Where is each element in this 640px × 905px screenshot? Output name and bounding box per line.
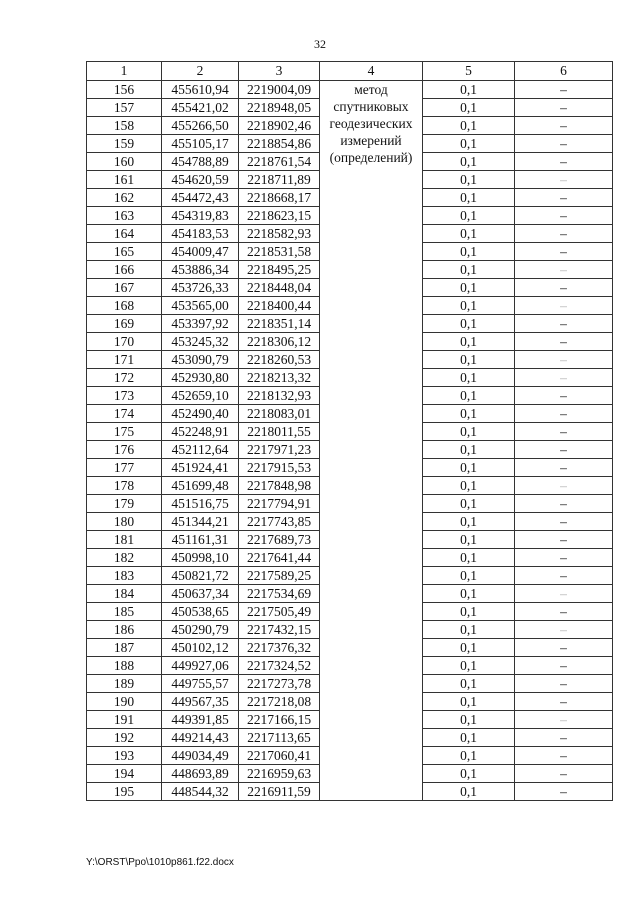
point-number-cell: 162 — [87, 189, 162, 207]
dash-mark: – — [560, 262, 567, 277]
dash-mark: – — [560, 388, 567, 403]
note-cell — [515, 549, 613, 567]
note-cell — [515, 189, 613, 207]
method-text-line: измерений — [340, 133, 402, 148]
point-number-cell: 170 — [87, 333, 162, 351]
point-number-cell: 172 — [87, 369, 162, 387]
accuracy-cell: 0,1 — [423, 495, 515, 513]
x-coordinate-cell: 452490,40 — [162, 405, 239, 423]
note-cell — [515, 405, 613, 423]
point-number-cell: 156 — [87, 81, 162, 99]
dash-mark: – — [560, 316, 567, 331]
accuracy-cell: 0,1 — [423, 225, 515, 243]
method-text-line: метод — [354, 82, 388, 97]
x-coordinate-cell: 449567,35 — [162, 693, 239, 711]
dash-mark: – — [560, 514, 567, 529]
accuracy-cell: 0,1 — [423, 513, 515, 531]
accuracy-cell: 0,1 — [423, 243, 515, 261]
note-cell — [515, 639, 613, 657]
point-number-cell: 175 — [87, 423, 162, 441]
y-coordinate-cell: 2217971,23 — [239, 441, 320, 459]
dash-mark: – — [560, 118, 567, 133]
x-coordinate-cell: 450290,79 — [162, 621, 239, 639]
accuracy-cell: 0,1 — [423, 711, 515, 729]
dash-mark: – — [560, 730, 567, 745]
coordinates-table — [86, 61, 613, 801]
point-number-cell: 173 — [87, 387, 162, 405]
note-cell — [515, 711, 613, 729]
x-coordinate-cell: 454472,43 — [162, 189, 239, 207]
dash-mark: – — [560, 190, 567, 205]
x-coordinate-cell: 455266,50 — [162, 117, 239, 135]
y-coordinate-cell: 2218761,54 — [239, 153, 320, 171]
point-number-cell: 163 — [87, 207, 162, 225]
dash-mark: – — [560, 784, 567, 799]
point-number-cell: 174 — [87, 405, 162, 423]
note-cell — [515, 477, 613, 495]
method-text-line: спутниковых — [333, 99, 409, 114]
accuracy-cell: 0,1 — [423, 387, 515, 405]
dash-mark: – — [560, 334, 567, 349]
point-number-cell: 171 — [87, 351, 162, 369]
y-coordinate-cell: 2217376,32 — [239, 639, 320, 657]
x-coordinate-cell: 450998,10 — [162, 549, 239, 567]
accuracy-cell: 0,1 — [423, 531, 515, 549]
point-number-cell: 192 — [87, 729, 162, 747]
y-coordinate-cell: 2217273,78 — [239, 675, 320, 693]
note-cell — [515, 585, 613, 603]
x-coordinate-cell: 449927,06 — [162, 657, 239, 675]
point-number-cell: 190 — [87, 693, 162, 711]
point-number-cell: 191 — [87, 711, 162, 729]
accuracy-cell: 0,1 — [423, 693, 515, 711]
y-coordinate-cell: 2217534,69 — [239, 585, 320, 603]
dash-mark: – — [560, 676, 567, 691]
x-coordinate-cell: 455421,02 — [162, 99, 239, 117]
dash-mark: – — [560, 244, 567, 259]
note-cell — [515, 603, 613, 621]
dash-mark: – — [560, 208, 567, 223]
accuracy-cell: 0,1 — [423, 99, 515, 117]
point-number-cell: 160 — [87, 153, 162, 171]
dash-mark: – — [560, 352, 567, 367]
x-coordinate-cell: 450637,34 — [162, 585, 239, 603]
x-coordinate-cell: 454620,59 — [162, 171, 239, 189]
y-coordinate-cell: 2218531,58 — [239, 243, 320, 261]
y-coordinate-cell: 2218351,14 — [239, 315, 320, 333]
table-row — [87, 81, 613, 99]
x-coordinate-cell: 449214,43 — [162, 729, 239, 747]
accuracy-cell: 0,1 — [423, 603, 515, 621]
x-coordinate-cell: 453726,33 — [162, 279, 239, 297]
y-coordinate-cell: 2219004,09 — [239, 81, 320, 99]
dash-mark: – — [560, 406, 567, 421]
note-cell — [515, 369, 613, 387]
point-number-cell: 186 — [87, 621, 162, 639]
point-number-cell: 183 — [87, 567, 162, 585]
note-cell — [515, 117, 613, 135]
dash-mark: – — [560, 370, 567, 385]
point-number-cell: 179 — [87, 495, 162, 513]
y-coordinate-cell: 2217794,91 — [239, 495, 320, 513]
accuracy-cell: 0,1 — [423, 585, 515, 603]
dash-mark: – — [560, 568, 567, 583]
note-cell — [515, 567, 613, 585]
dash-mark: – — [560, 424, 567, 439]
dash-mark: – — [560, 586, 567, 601]
y-coordinate-cell: 2217324,52 — [239, 657, 320, 675]
x-coordinate-cell: 453090,79 — [162, 351, 239, 369]
accuracy-cell: 0,1 — [423, 333, 515, 351]
point-number-cell: 158 — [87, 117, 162, 135]
accuracy-cell: 0,1 — [423, 171, 515, 189]
x-coordinate-cell: 454788,89 — [162, 153, 239, 171]
x-coordinate-cell: 451344,21 — [162, 513, 239, 531]
note-cell — [515, 207, 613, 225]
footer-file-path: Y:\ORST\Ppo\1010p861.f22.docx — [86, 857, 234, 868]
accuracy-cell: 0,1 — [423, 729, 515, 747]
x-coordinate-cell: 455105,17 — [162, 135, 239, 153]
dash-mark: – — [560, 748, 567, 763]
accuracy-cell: 0,1 — [423, 675, 515, 693]
x-coordinate-cell: 449755,57 — [162, 675, 239, 693]
x-coordinate-cell: 453245,32 — [162, 333, 239, 351]
y-coordinate-cell: 2218448,04 — [239, 279, 320, 297]
note-cell — [515, 459, 613, 477]
note-cell — [515, 135, 613, 153]
x-coordinate-cell: 451161,31 — [162, 531, 239, 549]
x-coordinate-cell: 448544,32 — [162, 783, 239, 801]
dash-mark: – — [560, 496, 567, 511]
note-cell — [515, 297, 613, 315]
x-coordinate-cell: 452112,64 — [162, 441, 239, 459]
note-cell — [515, 657, 613, 675]
x-coordinate-cell: 449391,85 — [162, 711, 239, 729]
dash-mark: – — [560, 226, 567, 241]
y-coordinate-cell: 2218011,55 — [239, 423, 320, 441]
page-number: 32 — [314, 37, 326, 51]
table-header-row — [87, 62, 613, 81]
y-coordinate-cell: 2217505,49 — [239, 603, 320, 621]
x-coordinate-cell: 454009,47 — [162, 243, 239, 261]
note-cell — [515, 495, 613, 513]
dash-mark: – — [560, 604, 567, 619]
x-coordinate-cell: 451699,48 — [162, 477, 239, 495]
x-coordinate-cell: 452248,91 — [162, 423, 239, 441]
y-coordinate-cell: 2218083,01 — [239, 405, 320, 423]
accuracy-cell: 0,1 — [423, 153, 515, 171]
note-cell — [515, 513, 613, 531]
point-number-cell: 157 — [87, 99, 162, 117]
y-coordinate-cell: 2218582,93 — [239, 225, 320, 243]
point-number-cell: 187 — [87, 639, 162, 657]
dash-mark: – — [560, 154, 567, 169]
y-coordinate-cell: 2218668,17 — [239, 189, 320, 207]
accuracy-cell: 0,1 — [423, 279, 515, 297]
column-header-3: 3 — [239, 62, 320, 81]
method-text-line: геодезических — [329, 116, 413, 131]
dash-mark: – — [560, 766, 567, 781]
note-cell — [515, 351, 613, 369]
y-coordinate-cell: 2218132,93 — [239, 387, 320, 405]
note-cell — [515, 621, 613, 639]
accuracy-cell: 0,1 — [423, 747, 515, 765]
x-coordinate-cell: 453886,34 — [162, 261, 239, 279]
x-coordinate-cell: 450821,72 — [162, 567, 239, 585]
y-coordinate-cell: 2218213,32 — [239, 369, 320, 387]
point-number-cell: 189 — [87, 675, 162, 693]
accuracy-cell: 0,1 — [423, 189, 515, 207]
accuracy-cell: 0,1 — [423, 765, 515, 783]
y-coordinate-cell: 2217589,25 — [239, 567, 320, 585]
y-coordinate-cell: 2218711,89 — [239, 171, 320, 189]
y-coordinate-cell: 2217060,41 — [239, 747, 320, 765]
column-header-1: 1 — [87, 62, 162, 81]
table-body — [87, 81, 613, 801]
x-coordinate-cell: 453397,92 — [162, 315, 239, 333]
note-cell — [515, 423, 613, 441]
note-cell — [515, 315, 613, 333]
accuracy-cell: 0,1 — [423, 639, 515, 657]
accuracy-cell: 0,1 — [423, 315, 515, 333]
accuracy-cell: 0,1 — [423, 459, 515, 477]
point-number-cell: 176 — [87, 441, 162, 459]
accuracy-cell: 0,1 — [423, 117, 515, 135]
note-cell — [515, 729, 613, 747]
column-header-6: 6 — [515, 62, 613, 81]
point-number-cell: 168 — [87, 297, 162, 315]
y-coordinate-cell: 2218495,25 — [239, 261, 320, 279]
y-coordinate-cell: 2217432,15 — [239, 621, 320, 639]
note-cell — [515, 225, 613, 243]
accuracy-cell: 0,1 — [423, 135, 515, 153]
y-coordinate-cell: 2218306,12 — [239, 333, 320, 351]
dash-mark: – — [560, 658, 567, 673]
column-header-2: 2 — [162, 62, 239, 81]
point-number-cell: 161 — [87, 171, 162, 189]
accuracy-cell: 0,1 — [423, 783, 515, 801]
dash-mark: – — [560, 280, 567, 295]
y-coordinate-cell: 2217113,65 — [239, 729, 320, 747]
note-cell — [515, 387, 613, 405]
y-coordinate-cell: 2218260,53 — [239, 351, 320, 369]
accuracy-cell: 0,1 — [423, 81, 515, 99]
method-text-line: (определений) — [329, 150, 413, 165]
accuracy-cell: 0,1 — [423, 261, 515, 279]
dash-mark: – — [560, 100, 567, 115]
note-cell — [515, 675, 613, 693]
note-cell — [515, 783, 613, 801]
point-number-cell: 165 — [87, 243, 162, 261]
note-cell — [515, 243, 613, 261]
accuracy-cell: 0,1 — [423, 405, 515, 423]
dash-mark: – — [560, 550, 567, 565]
y-coordinate-cell: 2218854,86 — [239, 135, 320, 153]
note-cell — [515, 765, 613, 783]
dash-mark: – — [560, 460, 567, 475]
x-coordinate-cell: 449034,49 — [162, 747, 239, 765]
note-cell — [515, 531, 613, 549]
point-number-cell: 180 — [87, 513, 162, 531]
dash-mark: – — [560, 442, 567, 457]
y-coordinate-cell: 2218623,15 — [239, 207, 320, 225]
note-cell — [515, 693, 613, 711]
note-cell — [515, 747, 613, 765]
accuracy-cell: 0,1 — [423, 567, 515, 585]
x-coordinate-cell: 454319,83 — [162, 207, 239, 225]
dash-mark: – — [560, 532, 567, 547]
note-cell — [515, 171, 613, 189]
dash-mark: – — [560, 640, 567, 655]
dash-mark: – — [560, 694, 567, 709]
y-coordinate-cell: 2218400,44 — [239, 297, 320, 315]
point-number-cell: 166 — [87, 261, 162, 279]
dash-mark: – — [560, 622, 567, 637]
y-coordinate-cell: 2217915,53 — [239, 459, 320, 477]
point-number-cell: 164 — [87, 225, 162, 243]
x-coordinate-cell: 451924,41 — [162, 459, 239, 477]
y-coordinate-cell: 2217166,15 — [239, 711, 320, 729]
x-coordinate-cell: 448693,89 — [162, 765, 239, 783]
dash-mark: – — [560, 136, 567, 151]
dash-mark: – — [560, 478, 567, 493]
y-coordinate-cell: 2217689,73 — [239, 531, 320, 549]
dash-mark: – — [560, 712, 567, 727]
dash-mark: – — [560, 172, 567, 187]
dash-mark: – — [560, 298, 567, 313]
point-number-cell: 167 — [87, 279, 162, 297]
y-coordinate-cell: 2218948,05 — [239, 99, 320, 117]
y-coordinate-cell: 2216959,63 — [239, 765, 320, 783]
note-cell — [515, 99, 613, 117]
point-number-cell: 169 — [87, 315, 162, 333]
note-cell — [515, 333, 613, 351]
x-coordinate-cell: 452659,10 — [162, 387, 239, 405]
point-number-cell: 188 — [87, 657, 162, 675]
column-header-5: 5 — [423, 62, 515, 81]
x-coordinate-cell: 450538,65 — [162, 603, 239, 621]
point-number-cell: 185 — [87, 603, 162, 621]
point-number-cell: 181 — [87, 531, 162, 549]
note-cell — [515, 261, 613, 279]
y-coordinate-cell: 2216911,59 — [239, 783, 320, 801]
x-coordinate-cell: 455610,94 — [162, 81, 239, 99]
y-coordinate-cell: 2217848,98 — [239, 477, 320, 495]
point-number-cell: 182 — [87, 549, 162, 567]
accuracy-cell: 0,1 — [423, 621, 515, 639]
y-coordinate-cell: 2217641,44 — [239, 549, 320, 567]
y-coordinate-cell: 2217218,08 — [239, 693, 320, 711]
accuracy-cell: 0,1 — [423, 369, 515, 387]
method-cell — [320, 81, 423, 801]
point-number-cell: 178 — [87, 477, 162, 495]
x-coordinate-cell: 454183,53 — [162, 225, 239, 243]
accuracy-cell: 0,1 — [423, 297, 515, 315]
point-number-cell: 193 — [87, 747, 162, 765]
point-number-cell: 159 — [87, 135, 162, 153]
column-header-4: 4 — [320, 62, 423, 81]
point-number-cell: 195 — [87, 783, 162, 801]
accuracy-cell: 0,1 — [423, 477, 515, 495]
point-number-cell: 194 — [87, 765, 162, 783]
point-number-cell: 184 — [87, 585, 162, 603]
x-coordinate-cell: 452930,80 — [162, 369, 239, 387]
note-cell — [515, 81, 613, 99]
accuracy-cell: 0,1 — [423, 207, 515, 225]
x-coordinate-cell: 453565,00 — [162, 297, 239, 315]
y-coordinate-cell: 2218902,46 — [239, 117, 320, 135]
x-coordinate-cell: 451516,75 — [162, 495, 239, 513]
note-cell — [515, 153, 613, 171]
accuracy-cell: 0,1 — [423, 423, 515, 441]
point-number-cell: 177 — [87, 459, 162, 477]
note-cell — [515, 441, 613, 459]
accuracy-cell: 0,1 — [423, 441, 515, 459]
note-cell — [515, 279, 613, 297]
x-coordinate-cell: 450102,12 — [162, 639, 239, 657]
accuracy-cell: 0,1 — [423, 657, 515, 675]
accuracy-cell: 0,1 — [423, 351, 515, 369]
dash-mark: – — [560, 82, 567, 97]
y-coordinate-cell: 2217743,85 — [239, 513, 320, 531]
accuracy-cell: 0,1 — [423, 549, 515, 567]
